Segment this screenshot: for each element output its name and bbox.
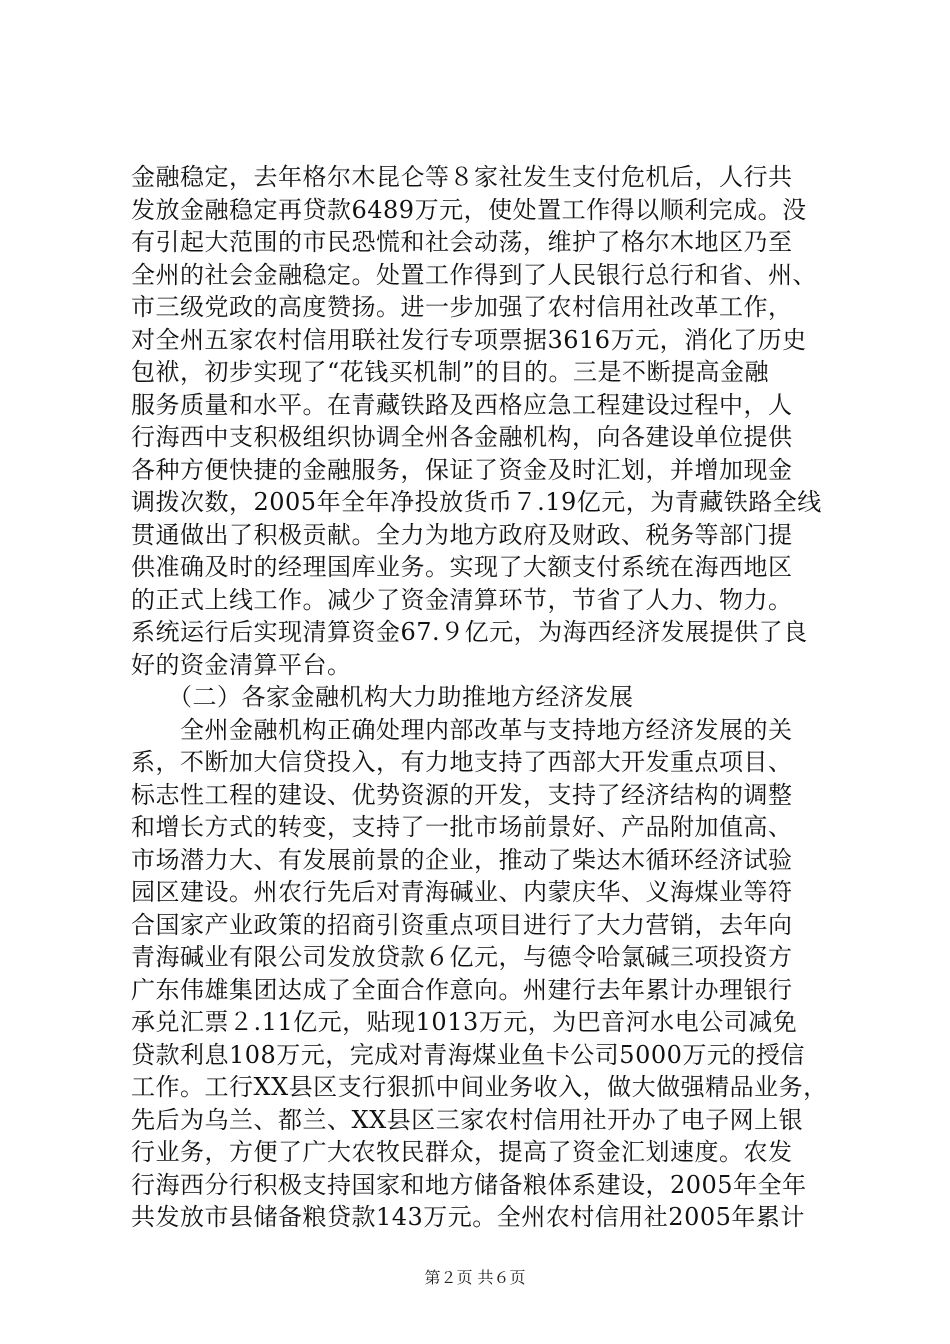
text-line: 全州金融机构正确处理内部改革与支持地方经济发展的关	[131, 715, 793, 744]
text-line: 发放金融稳定再贷款6489万元，使处置工作得以顺利完成。没	[131, 195, 807, 224]
text-line: 工作。工行XX县区支行狠抓中间业务收入，做大做强精品业务，	[131, 1073, 828, 1101]
text-line: 金融稳定，去年格尔木昆仑等８家社发生支付危机后，人行共	[131, 163, 793, 191]
text-line: 供准确及时的经理国库业务。实现了大额支付系统在海西地区	[131, 553, 793, 581]
text-line: （二）各家金融机构大力助推地方经济发展	[131, 683, 634, 711]
text-line: 市场潜力大、有发展前景的企业，推动了柴达木循环经济试验	[131, 845, 793, 874]
page-footer: 第２页 共６页	[424, 1268, 526, 1287]
text-line: 各种方便快捷的金融服务，保证了资金及时汇划，并增加现金	[131, 455, 793, 484]
text-line: 的正式上线工作。减少了资金清算环节，节省了人力、物力。	[131, 585, 793, 614]
text-line: 行海西分行积极支持国家和地方储备粮体系建设，2005年全年	[131, 1170, 807, 1199]
text-line: 贯通做出了积极贡献。全力为地方政府及财政、税务等部门提	[131, 520, 793, 549]
text-line: 包袱，初步实现了“花钱买机制”的目的。三是不断提高金融	[131, 358, 770, 386]
text-line: 园区建设。州农行先后对青海碱业、内蒙庆华、义海煤业等符	[131, 878, 793, 906]
text-line: 系统运行后实现清算资金67.９亿元，为海西经济发展提供了良	[131, 618, 808, 646]
text-line: 承兑汇票２.11亿元，贴现1013万元，为巴音河水电公司减免	[131, 1008, 798, 1036]
text-line: 广东伟雄集团达成了全面合作意向。州建行去年累计办理银行	[131, 975, 793, 1004]
text-line: 市三级党政的高度赞扬。进一步加强了农村信用社改革工作，	[131, 293, 793, 321]
text-line: 贷款利息108万元，完成对青海煤业鱼卡公司5000万元的授信	[131, 1040, 805, 1069]
text-line: 共发放市县储备粮贷款143万元。全州农村信用社2005年累计	[131, 1203, 805, 1231]
text-line: 服务质量和水平。在青藏铁路及西格应急工程建设过程中，人	[131, 390, 793, 419]
text-line: 先后为乌兰、都兰、XX县区三家农村信用社开办了电子网上银	[131, 1105, 804, 1134]
text-line: 调拨次数，2005年全年净投放货币７.19亿元，为青藏铁路全线	[131, 488, 822, 516]
document-body	[131, 161, 831, 1234]
text-line: 合国家产业政策的招商引资重点项目进行了大力营销，去年向	[131, 910, 793, 939]
text-line: 系，不断加大信贷投入，有力地支持了西部大开发重点项目、	[131, 748, 793, 776]
text-line: 标志性工程的建设、优势资源的开发，支持了经济结构的调整	[131, 780, 793, 809]
text-line: 行海西中支积极组织协调全州各金融机构，向各建设单位提供	[131, 423, 793, 451]
text-line: 和增长方式的转变，支持了一批市场前景好、产品附加值高、	[131, 813, 793, 841]
text-line: 青海碱业有限公司发放贷款６亿元，与德令哈氯碱三项投资方	[131, 943, 793, 971]
text-line: 好的资金清算平台。	[131, 650, 352, 679]
text-line: 行业务，方便了广大农牧民群众，提高了资金汇划速度。农发	[131, 1138, 793, 1166]
text-line: 对全州五家农村信用联社发行专项票据3616万元，消化了历史	[131, 325, 807, 354]
text-line: 全州的社会金融稳定。处置工作得到了人民银行总行和省、州、	[131, 260, 817, 289]
text-line: 有引起大范围的市民恐慌和社会动荡，维护了格尔木地区乃至	[131, 228, 793, 256]
